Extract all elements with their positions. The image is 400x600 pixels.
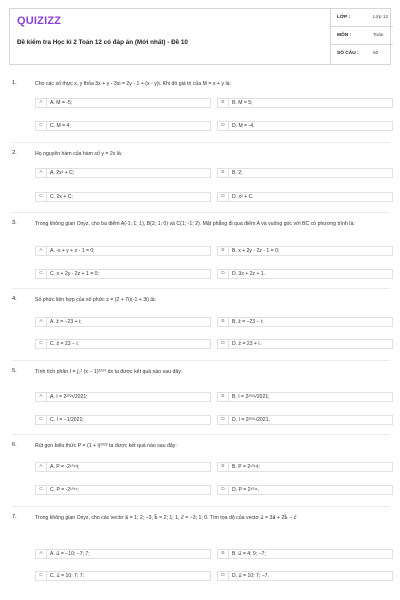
option-text: A. 2x² + C; [50,170,75,176]
option-a[interactable] [35,168,211,178]
option-a[interactable] [35,549,211,559]
option-d[interactable] [217,192,393,202]
option-text: B. I = 2²⁰²¹/2021; [232,394,270,400]
question-text: Trong không gian Oxyz, cho các vectơ a⃗ = 1; 2; −3, b⃗ = 2; 1; 1, c⃗ = −3; 1; 0. Tìm tọa độ của vectơ u⃗ = 3a⃗ + 2b⃗ − c⃗ [35,515,297,521]
meta-table [330,9,393,64]
option-c[interactable] [35,415,211,425]
option-a[interactable] [35,462,211,472]
option-letter: A [36,318,47,326]
option-letter: A [36,247,47,255]
option-b[interactable] [217,98,393,108]
option-text: A. I = 2²⁰²¹/2021; [50,394,88,400]
meta-value: 50 [373,51,379,56]
option-text: B. u⃗ = 4; 9; −7; [232,551,266,557]
question-number: 6. [12,442,17,448]
option-letter: A [36,393,47,401]
option-letter: A [36,99,47,107]
meta-value: Toán [373,33,384,38]
option-b[interactable] [217,462,393,472]
option-text: B. 2; [232,170,243,176]
option-letter: C [36,572,47,580]
option-letter: A [36,550,47,558]
option-letter: A [36,463,47,471]
option-letter: C [36,340,47,348]
option-text: D. I = 2²⁰²¹/2021. [232,417,270,423]
option-letter: B [218,550,229,558]
question-text: Trong không gian Oxyz, cho ba điểm A(-1; 1; 1), B(2; 1; 0) và C(1; -1; 2). Mặt phẳng đi qua điểm A và vuông góc với BC có phương trình là: [35,221,355,227]
meta-row-count [331,45,393,63]
option-a[interactable] [35,392,211,402]
option-text: C. P = -2¹⁰¹¹; [50,487,79,493]
question-text: Cho các số thực x, y thỏa 3x + y - 3xi = 2y - 1 + (x - y)i. Khi đó giá trị của M = x + y là: [35,81,231,87]
option-letter: C [36,270,47,278]
question-number: 3. [12,220,17,226]
option-c[interactable] [35,339,211,349]
divider [12,434,390,435]
option-text: D. P = 2¹⁰¹¹. [232,487,259,493]
option-a[interactable] [35,98,211,108]
option-c[interactable] [35,571,211,581]
option-d[interactable] [217,415,393,425]
meta-row-class [331,9,393,27]
option-letter: B [218,393,229,401]
divider [12,506,390,507]
meta-label: LỚP : [337,15,351,20]
option-text: C. 2x + C; [50,194,73,200]
question-text: Số phức liên hợp của số phức z = (2 + 7i)(-1 + 3i) là: [35,297,156,303]
option-letter: D [218,122,229,130]
option-b[interactable] [217,549,393,559]
option-text: D. u⃗ = 10; 7; −7. [232,573,269,579]
question-number: 1. [12,80,17,86]
option-d[interactable] [217,339,393,349]
option-text: D. 3x + 2z + 1. [232,271,266,277]
option-text: B. M = 5; [232,100,253,106]
option-letter: C [36,486,47,494]
option-text: B. x + 2y - 2z - 1 = 0; [232,248,280,254]
option-letter: A [36,169,47,177]
option-letter: D [218,193,229,201]
option-text: B. P = 2¹⁰¹¹i; [232,464,260,470]
option-letter: D [218,572,229,580]
divider [12,212,390,213]
option-letter: C [36,122,47,130]
option-d[interactable] [217,121,393,131]
meta-value: Lớp 12 [373,15,389,20]
option-b[interactable] [217,246,393,256]
option-text: D. z̄ = 23 + i. [232,341,261,347]
option-d[interactable] [217,269,393,279]
option-letter: D [218,486,229,494]
question-number: 4. [12,296,17,302]
question-text: Rút gọn biểu thức P = (1 + i)²⁰²² ta được kết quả nào sau đây: [35,443,177,449]
option-letter: B [218,169,229,177]
option-a[interactable] [35,246,211,256]
quizizz-logo[interactable]: QUIZIZZ [17,15,62,27]
question-number: 2. [12,150,17,156]
option-c[interactable] [35,269,211,279]
option-text: C. I = −1/2021; [50,417,84,423]
question-number: 7. [12,514,17,520]
option-text: C. z̄ = 23 − i; [50,341,79,347]
question-text: Tính tích phân I = ∫₀¹ (x − 1)²⁰²⁰ dx ta được kết quả nào sau đây: [35,369,183,375]
option-text: A. -x + y + z - 1 = 0; [50,248,95,254]
page-title: Đề kiểm tra Học kì 2 Toán 12 có đáp án (Mới nhất) - Đề 10 [17,39,188,46]
option-c[interactable] [35,485,211,495]
option-c[interactable] [35,192,211,202]
worksheet-header [9,8,391,65]
option-text: A. M = -5; [50,100,73,106]
option-text: D. M = -4. [232,123,255,129]
option-letter: C [36,193,47,201]
option-text: C. x + 2y - 2z + 1 = 0; [50,271,99,277]
option-letter: D [218,340,229,348]
option-d[interactable] [217,485,393,495]
option-text: C. M = 4; [50,123,71,129]
option-letter: B [218,99,229,107]
option-text: C. u⃗ = 10; 7; 7; [50,573,84,579]
option-c[interactable] [35,121,211,131]
divider [12,288,390,289]
option-letter: B [218,463,229,471]
option-text: A. u⃗ = −10; −7; 7; [50,551,90,557]
option-a[interactable] [35,317,211,327]
option-letter: C [36,416,47,424]
option-letter: B [218,247,229,255]
option-d[interactable] [217,571,393,581]
meta-row-subject [331,27,393,45]
option-b[interactable] [217,168,393,178]
divider [12,142,390,143]
divider [12,360,390,361]
question-text: Họ nguyên hàm của hàm số y = 2x là: [35,151,123,157]
option-letter: D [218,270,229,278]
question-number: 5. [12,368,17,374]
option-b[interactable] [217,317,393,327]
option-letter: B [218,318,229,326]
meta-label: MÔN : [337,33,352,38]
option-b[interactable] [217,392,393,402]
option-text: A. P = -2¹⁰¹¹i; [50,464,80,470]
option-text: B. z̄ = −23 − i; [232,319,264,325]
meta-label: SỐ CÂU : [337,51,359,56]
option-text: D. x² + C. [232,194,254,200]
option-text: A. z̄ = −23 + i; [50,319,82,325]
option-letter: D [218,416,229,424]
